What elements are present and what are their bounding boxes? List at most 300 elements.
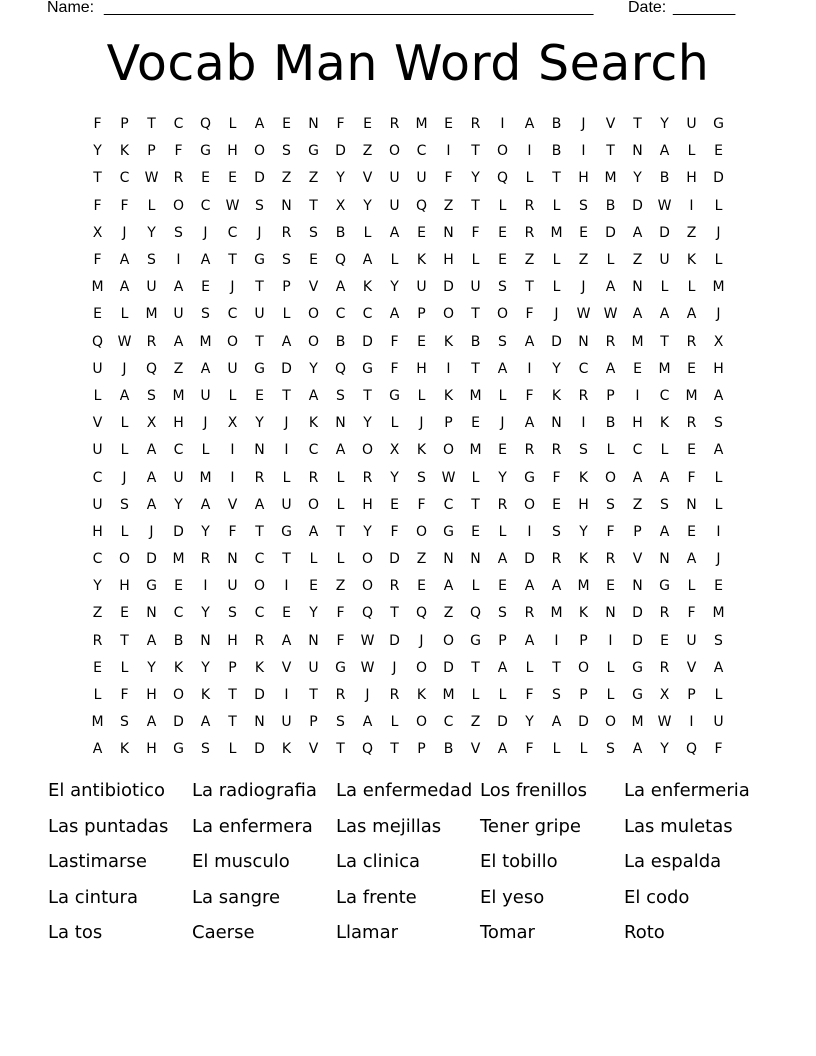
grid-letter: G	[524, 469, 535, 486]
grid-letter: B	[470, 333, 481, 350]
grid-letter: L	[336, 496, 345, 513]
grid-letter: E	[201, 279, 210, 296]
grid-letter: Z	[362, 143, 373, 160]
grid-letter: N	[632, 578, 643, 595]
grid-letter: C	[443, 714, 454, 731]
word-list-item: El musculo	[192, 851, 290, 872]
grid-letter: O	[253, 578, 266, 595]
grid-letter: N	[443, 224, 454, 241]
grid-letter: G	[362, 360, 373, 377]
grid-letter: D	[713, 170, 724, 187]
grid-row	[84, 410, 732, 437]
grid-letter: E	[471, 415, 480, 432]
grid-letter: A	[146, 469, 157, 486]
grid-letter: I	[716, 523, 721, 540]
grid-letter: P	[120, 116, 129, 133]
grid-letter: Y	[660, 116, 669, 133]
grid-letter: N	[254, 714, 265, 731]
grid-letter: A	[686, 306, 697, 323]
grid-letter: U	[659, 252, 670, 269]
grid-letter: J	[716, 306, 721, 323]
grid-letter: R	[389, 116, 400, 133]
grid-letter: L	[309, 551, 318, 568]
grid-letter: N	[254, 442, 265, 459]
grid-letter: L	[552, 252, 561, 269]
grid-letter: L	[714, 252, 723, 269]
grid-letter: L	[282, 469, 291, 486]
word-list-item: El tobillo	[480, 851, 558, 872]
grid-letter: E	[390, 496, 399, 513]
grid-letter: S	[120, 714, 129, 731]
grid-letter: A	[281, 632, 292, 649]
grid-letter: P	[579, 632, 588, 649]
grid-letter: J	[203, 224, 208, 241]
grid-letter: J	[284, 415, 289, 432]
grid-row	[84, 736, 732, 763]
grid-letter: V	[308, 279, 319, 296]
grid-letter: O	[577, 659, 590, 676]
grid-letter: R	[524, 197, 535, 214]
grid-letter: U	[227, 360, 238, 377]
word-list-item: La sangre	[192, 886, 281, 908]
word-list-item: La enfermera	[192, 815, 313, 837]
grid-letter: A	[443, 578, 454, 595]
grid-letter: Y	[633, 170, 642, 187]
grid-letter: V	[362, 170, 373, 187]
grid-letter: M	[712, 279, 725, 296]
grid-letter: Q	[361, 605, 374, 622]
grid-letter: T	[228, 714, 237, 731]
grid-letter: L	[282, 306, 291, 323]
grid-letter: J	[122, 224, 127, 241]
grid-letter: J	[203, 415, 208, 432]
grid-letter: B	[551, 116, 562, 133]
grid-letter: A	[524, 333, 535, 350]
grid-letter: S	[660, 496, 669, 513]
grid-letter: A	[632, 224, 643, 241]
grid-letter: E	[498, 578, 507, 595]
grid-letter: H	[713, 360, 724, 377]
date-label: Date:	[628, 0, 667, 16]
grid-letter: T	[309, 687, 318, 704]
grid-letter: E	[93, 659, 102, 676]
grid-letter: S	[579, 442, 588, 459]
grid-letter: T	[120, 632, 129, 649]
grid-letter: L	[120, 306, 129, 323]
grid-letter: T	[660, 333, 669, 350]
grid-letter: L	[336, 551, 345, 568]
grid-letter: B	[335, 224, 346, 241]
grid-letter: F	[228, 523, 237, 540]
grid-letter: E	[282, 605, 291, 622]
grid-letter: L	[714, 197, 723, 214]
grid-letter: E	[228, 170, 237, 187]
grid-letter: S	[579, 197, 588, 214]
grid-letter: L	[120, 523, 129, 540]
grid-row	[84, 437, 732, 464]
grid-letter: A	[200, 714, 211, 731]
word-list-item: Roto	[624, 922, 665, 943]
grid-letter: T	[336, 741, 345, 758]
grid-letter: L	[687, 578, 696, 595]
grid-letter: J	[716, 224, 721, 241]
grid-letter: R	[524, 442, 535, 459]
grid-letter: J	[230, 279, 235, 296]
grid-letter: S	[606, 741, 615, 758]
grid-letter: L	[606, 442, 615, 459]
grid-letter: K	[119, 143, 130, 160]
grid-letter: A	[497, 551, 508, 568]
grid-letter: A	[632, 741, 643, 758]
grid-letter: T	[255, 279, 264, 296]
grid-letter: O	[172, 687, 185, 704]
word-list-item: El yeso	[480, 886, 545, 908]
grid-letter: V	[92, 415, 103, 432]
grid-letter: W	[603, 306, 618, 323]
grid-letter: F	[525, 687, 534, 704]
grid-letter: L	[228, 387, 237, 404]
grid-letter: M	[199, 333, 212, 350]
grid-letter: Q	[415, 605, 428, 622]
grid-letter: M	[172, 551, 185, 568]
grid-letter: U	[470, 279, 481, 296]
grid-letter: E	[174, 578, 183, 595]
grid-letter: E	[498, 224, 507, 241]
word-list-item: Llamar	[336, 922, 399, 943]
grid-letter: O	[442, 442, 455, 459]
grid-letter: I	[230, 469, 235, 486]
grid-letter: L	[498, 387, 507, 404]
word-list-item: Las mejillas	[336, 815, 442, 837]
word-list	[48, 776, 768, 954]
grid-letter: P	[606, 387, 615, 404]
grid-letter: P	[444, 415, 453, 432]
grid-letter: O	[118, 551, 131, 568]
grid-letter: X	[389, 442, 400, 459]
grid-letter: R	[389, 578, 400, 595]
grid-letter: Y	[552, 360, 561, 377]
grid-letter: Y	[93, 143, 102, 160]
grid-letter: Y	[201, 605, 210, 622]
grid-row	[84, 573, 732, 600]
grid-letter: K	[443, 333, 454, 350]
grid-letter: H	[578, 170, 589, 187]
grid-letter: M	[442, 687, 455, 704]
grid-letter: J	[716, 551, 721, 568]
grid-letter: V	[308, 741, 319, 758]
grid-letter: A	[308, 523, 319, 540]
grid-letter: K	[308, 415, 319, 432]
grid-letter: N	[659, 551, 670, 568]
grid-letter: W	[441, 469, 456, 486]
grid-letter: G	[146, 578, 157, 595]
grid-letter: D	[632, 632, 643, 649]
grid-letter: O	[253, 143, 266, 160]
grid-letter: I	[527, 523, 532, 540]
grid-letter: M	[658, 360, 671, 377]
grid-letter: A	[524, 415, 535, 432]
grid-letter: R	[281, 224, 292, 241]
grid-letter: Z	[632, 252, 643, 269]
grid-letter: I	[446, 143, 451, 160]
grid-letter: A	[308, 387, 319, 404]
grid-letter: J	[365, 687, 370, 704]
grid-letter: E	[309, 252, 318, 269]
grid-letter: M	[712, 605, 725, 622]
grid-letter: O	[226, 333, 239, 350]
grid-letter: Z	[92, 605, 103, 622]
grid-letter: J	[257, 224, 262, 241]
grid-letter: W	[360, 632, 375, 649]
grid-letter: E	[687, 442, 696, 459]
grid-letter: A	[524, 578, 535, 595]
grid-letter: A	[659, 306, 670, 323]
grid-letter: J	[392, 659, 397, 676]
grid-letter: O	[604, 469, 617, 486]
grid-row	[84, 600, 732, 627]
grid-letter: N	[632, 143, 643, 160]
grid-letter: H	[173, 415, 184, 432]
word-list-item: Las muletas	[624, 815, 733, 837]
grid-letter: R	[524, 605, 535, 622]
grid-letter: H	[443, 252, 454, 269]
grid-letter: F	[390, 333, 399, 350]
grid-letter: O	[496, 143, 509, 160]
grid-letter: L	[471, 252, 480, 269]
grid-letter: K	[416, 442, 427, 459]
grid-row	[84, 464, 732, 491]
grid-letter: R	[524, 224, 535, 241]
grid-letter: S	[498, 279, 507, 296]
grid-letter: K	[173, 659, 184, 676]
grid-letter: N	[335, 415, 346, 432]
grid-letter: P	[417, 306, 426, 323]
grid-letter: S	[255, 197, 264, 214]
grid-letter: V	[686, 659, 697, 676]
grid-row	[84, 356, 732, 383]
grid-letter: Q	[685, 741, 698, 758]
grid-letter: T	[552, 659, 561, 676]
grid-letter: A	[362, 252, 373, 269]
grid-letter: T	[255, 333, 264, 350]
grid-letter: A	[146, 496, 157, 513]
grid-row	[84, 682, 732, 709]
grid-letter: A	[389, 224, 400, 241]
grid-letter: C	[308, 442, 319, 459]
grid-letter: M	[631, 714, 644, 731]
word-list-item: La enfermedad	[336, 780, 473, 801]
grid-letter: A	[281, 333, 292, 350]
grid-letter: F	[390, 360, 399, 377]
grid-letter: I	[203, 578, 208, 595]
grid-letter: F	[336, 605, 345, 622]
grid-letter: J	[149, 523, 154, 540]
grid-letter: R	[686, 333, 697, 350]
grid-letter: G	[200, 143, 211, 160]
word-list-item: El antibiotico	[48, 780, 165, 801]
grid-letter: R	[659, 659, 670, 676]
grid-letter: U	[713, 714, 724, 731]
grid-row	[84, 165, 732, 192]
grid-letter: U	[146, 279, 157, 296]
grid-letter: I	[689, 197, 694, 214]
grid-letter: A	[686, 551, 697, 568]
grid-letter: T	[282, 387, 291, 404]
grid-letter: U	[281, 714, 292, 731]
grid-letter: D	[281, 360, 292, 377]
grid-letter: F	[417, 496, 426, 513]
grid-letter: C	[173, 605, 184, 622]
grid-letter: C	[362, 306, 373, 323]
grid-letter: A	[200, 360, 211, 377]
grid-letter: O	[361, 578, 374, 595]
grid-letter: K	[119, 741, 130, 758]
grid-letter: Y	[471, 170, 480, 187]
name-field-line[interactable]: _______________________________________________________	[104, 0, 594, 16]
grid-letter: E	[417, 333, 426, 350]
grid-letter: I	[689, 714, 694, 731]
grid-row	[84, 709, 732, 736]
grid-letter: T	[336, 523, 345, 540]
grid-letter: L	[390, 252, 399, 269]
grid-letter: E	[93, 306, 102, 323]
grid-letter: L	[606, 252, 615, 269]
grid-letter: Y	[147, 659, 156, 676]
grid-letter: T	[471, 496, 480, 513]
grid-letter: M	[172, 387, 185, 404]
grid-letter: K	[416, 687, 427, 704]
date-field-line[interactable]: _______	[673, 0, 736, 16]
grid-letter: U	[254, 306, 265, 323]
grid-letter: L	[660, 279, 669, 296]
grid-letter: Y	[363, 197, 372, 214]
grid-letter: D	[551, 333, 562, 350]
grid-letter: V	[281, 659, 292, 676]
grid-letter: K	[578, 551, 589, 568]
grid-letter: H	[227, 143, 238, 160]
grid-letter: C	[335, 306, 346, 323]
grid-letter: L	[552, 741, 561, 758]
grid-letter: H	[686, 170, 697, 187]
grid-letter: F	[336, 116, 345, 133]
grid-letter: L	[363, 224, 372, 241]
grid-letter: L	[714, 496, 723, 513]
grid-letter: R	[497, 496, 508, 513]
grid-letter: R	[659, 605, 670, 622]
grid-letter: J	[581, 279, 586, 296]
grid-letter: Y	[390, 279, 399, 296]
grid-letter: T	[471, 306, 480, 323]
grid-letter: A	[659, 143, 670, 160]
grid-letter: T	[390, 741, 399, 758]
grid-letter: Y	[147, 224, 156, 241]
grid-letter: N	[632, 279, 643, 296]
grid-letter: Y	[174, 496, 183, 513]
grid-letter: D	[146, 551, 157, 568]
grid-letter: V	[227, 496, 238, 513]
grid-letter: Q	[334, 252, 347, 269]
grid-letter: L	[120, 659, 129, 676]
grid-letter: F	[336, 632, 345, 649]
grid-letter: L	[120, 442, 129, 459]
grid-letter: G	[173, 741, 184, 758]
name-label: Name:	[47, 0, 95, 16]
grid-letter: P	[228, 659, 237, 676]
grid-letter: Z	[443, 605, 454, 622]
grid-letter: B	[605, 415, 616, 432]
grid-letter: Q	[469, 605, 482, 622]
grid-letter: F	[525, 741, 534, 758]
grid-letter: Y	[579, 523, 588, 540]
page-title: Vocab Man Word Search	[106, 35, 710, 92]
grid-letter: F	[687, 469, 696, 486]
grid-letter: B	[443, 741, 454, 758]
grid-letter: T	[93, 170, 102, 187]
grid-letter: K	[416, 252, 427, 269]
grid-letter: C	[578, 360, 589, 377]
grid-letter: O	[307, 496, 320, 513]
grid-letter: H	[119, 578, 130, 595]
grid-letter: I	[527, 360, 532, 377]
grid-letter: A	[254, 116, 265, 133]
grid-letter: A	[335, 279, 346, 296]
grid-letter: S	[417, 469, 426, 486]
grid-letter: D	[632, 605, 643, 622]
grid-letter: D	[497, 714, 508, 731]
grid-letter: O	[442, 306, 455, 323]
grid-letter: R	[335, 687, 346, 704]
grid-letter: N	[578, 333, 589, 350]
grid-row	[84, 138, 732, 165]
grid-letter: S	[552, 687, 561, 704]
grid-letter: R	[362, 469, 373, 486]
grid-letter: S	[120, 496, 129, 513]
grid-letter: B	[605, 197, 616, 214]
grid-row	[84, 628, 732, 655]
grid-letter: R	[146, 333, 157, 350]
grid-letter: A	[119, 279, 130, 296]
grid-letter: A	[497, 659, 508, 676]
grid-letter: T	[147, 116, 156, 133]
grid-row	[84, 220, 732, 247]
grid-letter: T	[255, 523, 264, 540]
grid-letter: E	[498, 442, 507, 459]
grid-letter: W	[576, 306, 591, 323]
grid-letter: R	[254, 469, 265, 486]
grid-letter: L	[579, 741, 588, 758]
grid-letter: W	[657, 197, 672, 214]
grid-letter: T	[390, 605, 399, 622]
grid-letter: G	[254, 252, 265, 269]
grid-letter: L	[417, 387, 426, 404]
grid-letter: T	[552, 170, 561, 187]
grid-letter: Y	[660, 741, 669, 758]
grid-letter: Z	[308, 170, 319, 187]
grid-row	[84, 193, 732, 220]
grid-letter: C	[254, 605, 265, 622]
grid-letter: I	[230, 442, 235, 459]
grid-letter: A	[497, 741, 508, 758]
grid-letter: S	[498, 333, 507, 350]
grid-letter: C	[632, 442, 643, 459]
grid-letter: E	[579, 224, 588, 241]
grid-letter: Y	[309, 605, 318, 622]
grid-letter: O	[361, 442, 374, 459]
grid-letter: L	[498, 687, 507, 704]
grid-letter: H	[92, 523, 103, 540]
grid-letter: I	[500, 116, 505, 133]
grid-letter: O	[307, 333, 320, 350]
